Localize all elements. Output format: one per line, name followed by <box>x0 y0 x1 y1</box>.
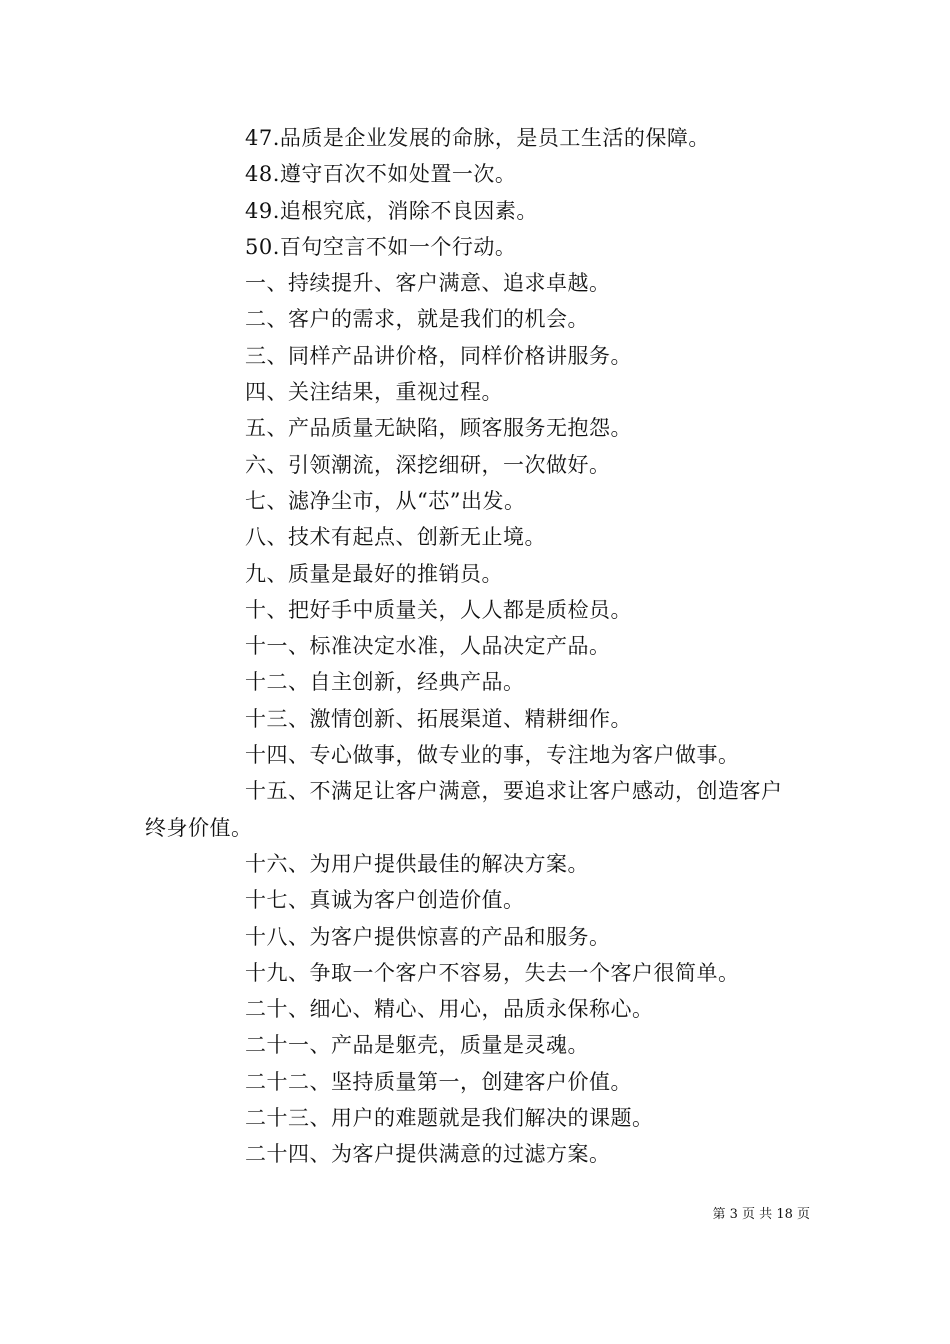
text-line: 二十、细心、精心、用心，品质永保称心。 <box>245 997 654 1022</box>
text-line: 二十二、坚持质量第一，创建客户价值。 <box>245 1069 632 1094</box>
text-line: 48.遵守百次不如处置一次。 <box>245 162 517 187</box>
text-line: 四、关注结果，重视过程。 <box>245 380 503 405</box>
wrapped-line-rest: 终身价值。 <box>145 815 253 840</box>
text-line: 十七、真诚为客户创造价值。 <box>245 888 525 913</box>
text-line: 十四、专心做事，做专业的事，专注地为客户做事。 <box>245 743 740 768</box>
text-line: 七、滤净尘市，从“芯”出发。 <box>245 488 526 513</box>
text-line: 八、技术有起点、创新无止境。 <box>245 525 546 550</box>
text-line: 六、引领潮流，深挖细研，一次做好。 <box>245 452 611 477</box>
text-line: 49.追根究底，消除不良因素。 <box>245 198 538 223</box>
text-line: 十二、自主创新，经典产品。 <box>245 670 525 695</box>
text-line: 三、同样产品讲价格，同样价格讲服务。 <box>245 343 632 368</box>
text-line: 十三、激情创新、拓展渠道、精耕细作。 <box>245 706 632 731</box>
wrapped-line-first: 十五、不满足让客户满意，要追求让客户感动，创造客户 <box>245 779 783 804</box>
text-line: 二十一、产品是躯壳，质量是灵魂。 <box>245 1033 589 1058</box>
text-line: 二十四、为客户提供满意的过滤方案。 <box>245 1142 611 1167</box>
text-line: 二、客户的需求，就是我们的机会。 <box>245 307 589 332</box>
text-line: 十、把好手中质量关，人人都是质检员。 <box>245 597 632 622</box>
text-line: 十六、为用户提供最佳的解决方案。 <box>245 851 589 876</box>
text-line: 十一、标准决定水准，人品决定产品。 <box>245 634 611 659</box>
text-line: 一、持续提升、客户满意、追求卓越。 <box>245 271 611 296</box>
document-body <box>145 120 810 1173</box>
text-line: 五、产品质量无缺陷，顾客服务无抱怨。 <box>245 416 632 441</box>
text-line: 50.百句空言不如一个行动。 <box>245 234 517 259</box>
page-number-footer: 第 3 页 共 18 页 <box>712 1207 810 1222</box>
text-line: 九、质量是最好的推销员。 <box>245 561 503 586</box>
text-line: 47.品质是企业发展的命脉，是员工生活的保障。 <box>245 126 710 150</box>
text-line: 十九、争取一个客户不容易，失去一个客户很简单。 <box>245 960 740 985</box>
text-line: 十八、为客户提供惊喜的产品和服务。 <box>245 924 611 949</box>
text-line: 二十三、用户的难题就是我们解决的课题。 <box>245 1106 654 1131</box>
